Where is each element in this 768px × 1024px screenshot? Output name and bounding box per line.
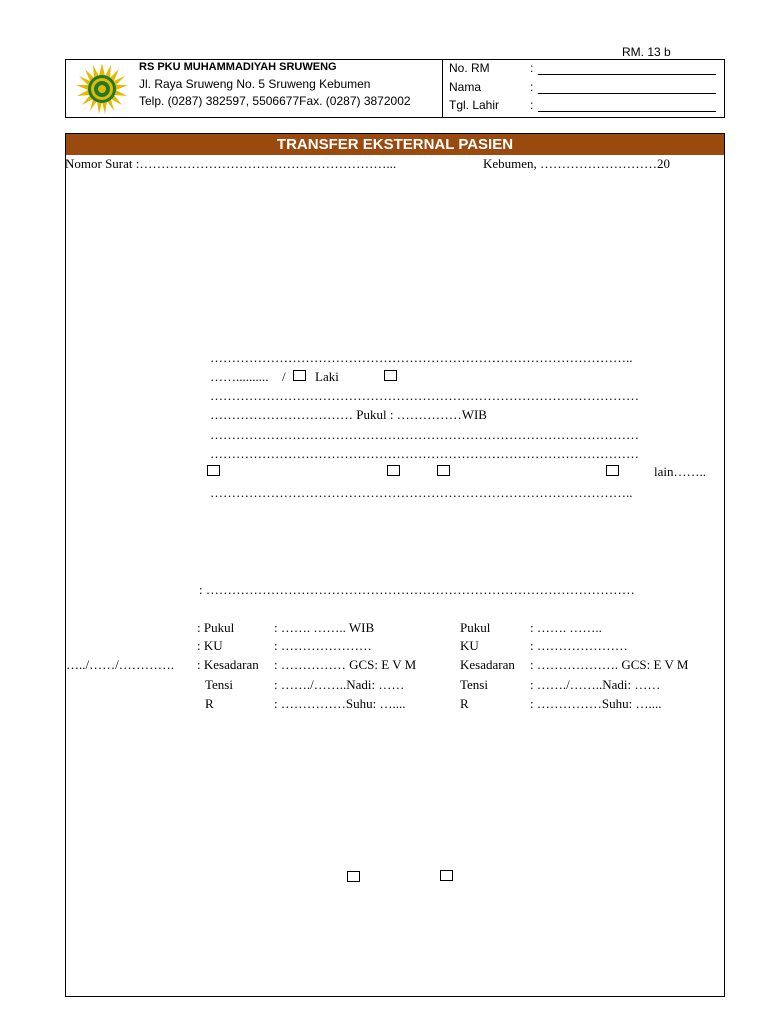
form-code: RM. 13 b <box>622 45 671 59</box>
nama-field[interactable] <box>538 93 716 94</box>
form-title: TRANSFER EKSTERNAL PASIEN <box>66 134 724 155</box>
vitals-date: …../……/…………. <box>66 657 174 672</box>
dotted-line-2: …….......... <box>210 369 269 384</box>
nomor-surat-field: Nomor Surat :…………………………………………………... <box>65 156 397 171</box>
kebumen-date-field: Kebumen, ………………………20 <box>483 156 671 171</box>
option-checkbox-2[interactable] <box>387 465 400 476</box>
no-rm-field[interactable] <box>538 74 716 75</box>
laki-label: Laki <box>315 369 339 384</box>
vitals-right-ku-value: : ………………… <box>530 638 628 653</box>
vitals-left-ku-value: : ………………… <box>274 638 372 653</box>
option-checkbox-lain[interactable] <box>606 465 619 476</box>
dotted-line-1: …………………………………………………………………………………….. <box>210 350 633 365</box>
no-rm-label: No. RM <box>449 61 490 75</box>
dotted-line-8: …………………………………………………………………………………….. <box>210 485 633 500</box>
vitals-left-pukul-label: : Pukul <box>197 620 235 635</box>
vitals-left-kesadaran-value: : …………… GCS: E V M <box>274 657 417 672</box>
dotted-line-5: ……………………………………………………………………………………… <box>210 427 639 442</box>
vitals-left-ku-label: : KU <box>197 638 223 653</box>
pukul-wib-line: …………………………… Pukul : ……………WIB <box>210 407 487 422</box>
vitals-right-kesadaran-label: Kesadaran <box>460 657 515 672</box>
tgl-lahir-colon: : <box>530 98 534 112</box>
hospital-phone: Telp. (0287) 382597, 5506677Fax. (0287) 3872002 <box>139 94 411 108</box>
vitals-right-pukul-label: Pukul <box>460 620 491 635</box>
vitals-left-tensi-label: Tensi <box>205 677 233 692</box>
vitals-left-kesadaran-label: : Kesadaran <box>197 657 259 672</box>
vitals-left-r-label: R <box>205 696 214 711</box>
vitals-right-ku-label: KU <box>460 638 479 653</box>
vitals-right-tensi-label: Tensi <box>460 677 488 692</box>
bottom-checkbox-1[interactable] <box>347 871 360 882</box>
tgl-lahir-field[interactable] <box>538 111 716 112</box>
vitals-right-tensi-value: : ……./……..Nadi: …… <box>530 677 661 692</box>
no-rm-colon: : <box>530 61 534 75</box>
hospital-header <box>65 59 725 118</box>
dotted-line-3: ……………………………………………………………………………………… <box>210 388 639 403</box>
bottom-checkbox-2[interactable] <box>440 870 453 881</box>
hospital-name: RS PKU MUHAMMADIYAH SRUWENG <box>139 61 337 73</box>
vitals-right-kesadaran-value: : ………………. GCS: E V M <box>530 657 689 672</box>
nama-label: Nama <box>449 80 482 94</box>
laki-checkbox[interactable] <box>293 370 306 381</box>
nama-colon: : <box>530 80 534 94</box>
tgl-lahir-label: Tgl. Lahir <box>449 98 500 112</box>
option-checkbox-3[interactable] <box>437 465 450 476</box>
vitals-right-pukul-value: : ……. …….. <box>530 620 602 635</box>
vitals-left-tensi-value: : ……./……..Nadi: …… <box>274 677 405 692</box>
vitals-right-r-value: : ……………Suhu: ….... <box>530 696 662 711</box>
muhammadiyah-logo-icon <box>68 62 136 116</box>
slash-separator: / <box>282 369 286 384</box>
vitals-left-r-value: : ……………Suhu: ….... <box>274 696 406 711</box>
dotted-line-6: ……………………………………………………………………………………… <box>210 446 639 461</box>
transfer-form <box>65 133 725 997</box>
lain-label: lain…….. <box>654 464 706 479</box>
vitals-left-pukul-value: : ……. …….. WIB <box>274 620 375 635</box>
hospital-address: Jl. Raya Sruweng No. 5 Sruweng Kebumen <box>139 77 371 91</box>
vitals-right-r-label: R <box>460 696 469 711</box>
option-checkbox-1[interactable] <box>207 465 220 476</box>
dotted-line-9: : ……………………………………………………………………………………… <box>199 582 635 597</box>
header-divider <box>442 60 443 117</box>
perempuan-checkbox[interactable] <box>384 370 397 381</box>
